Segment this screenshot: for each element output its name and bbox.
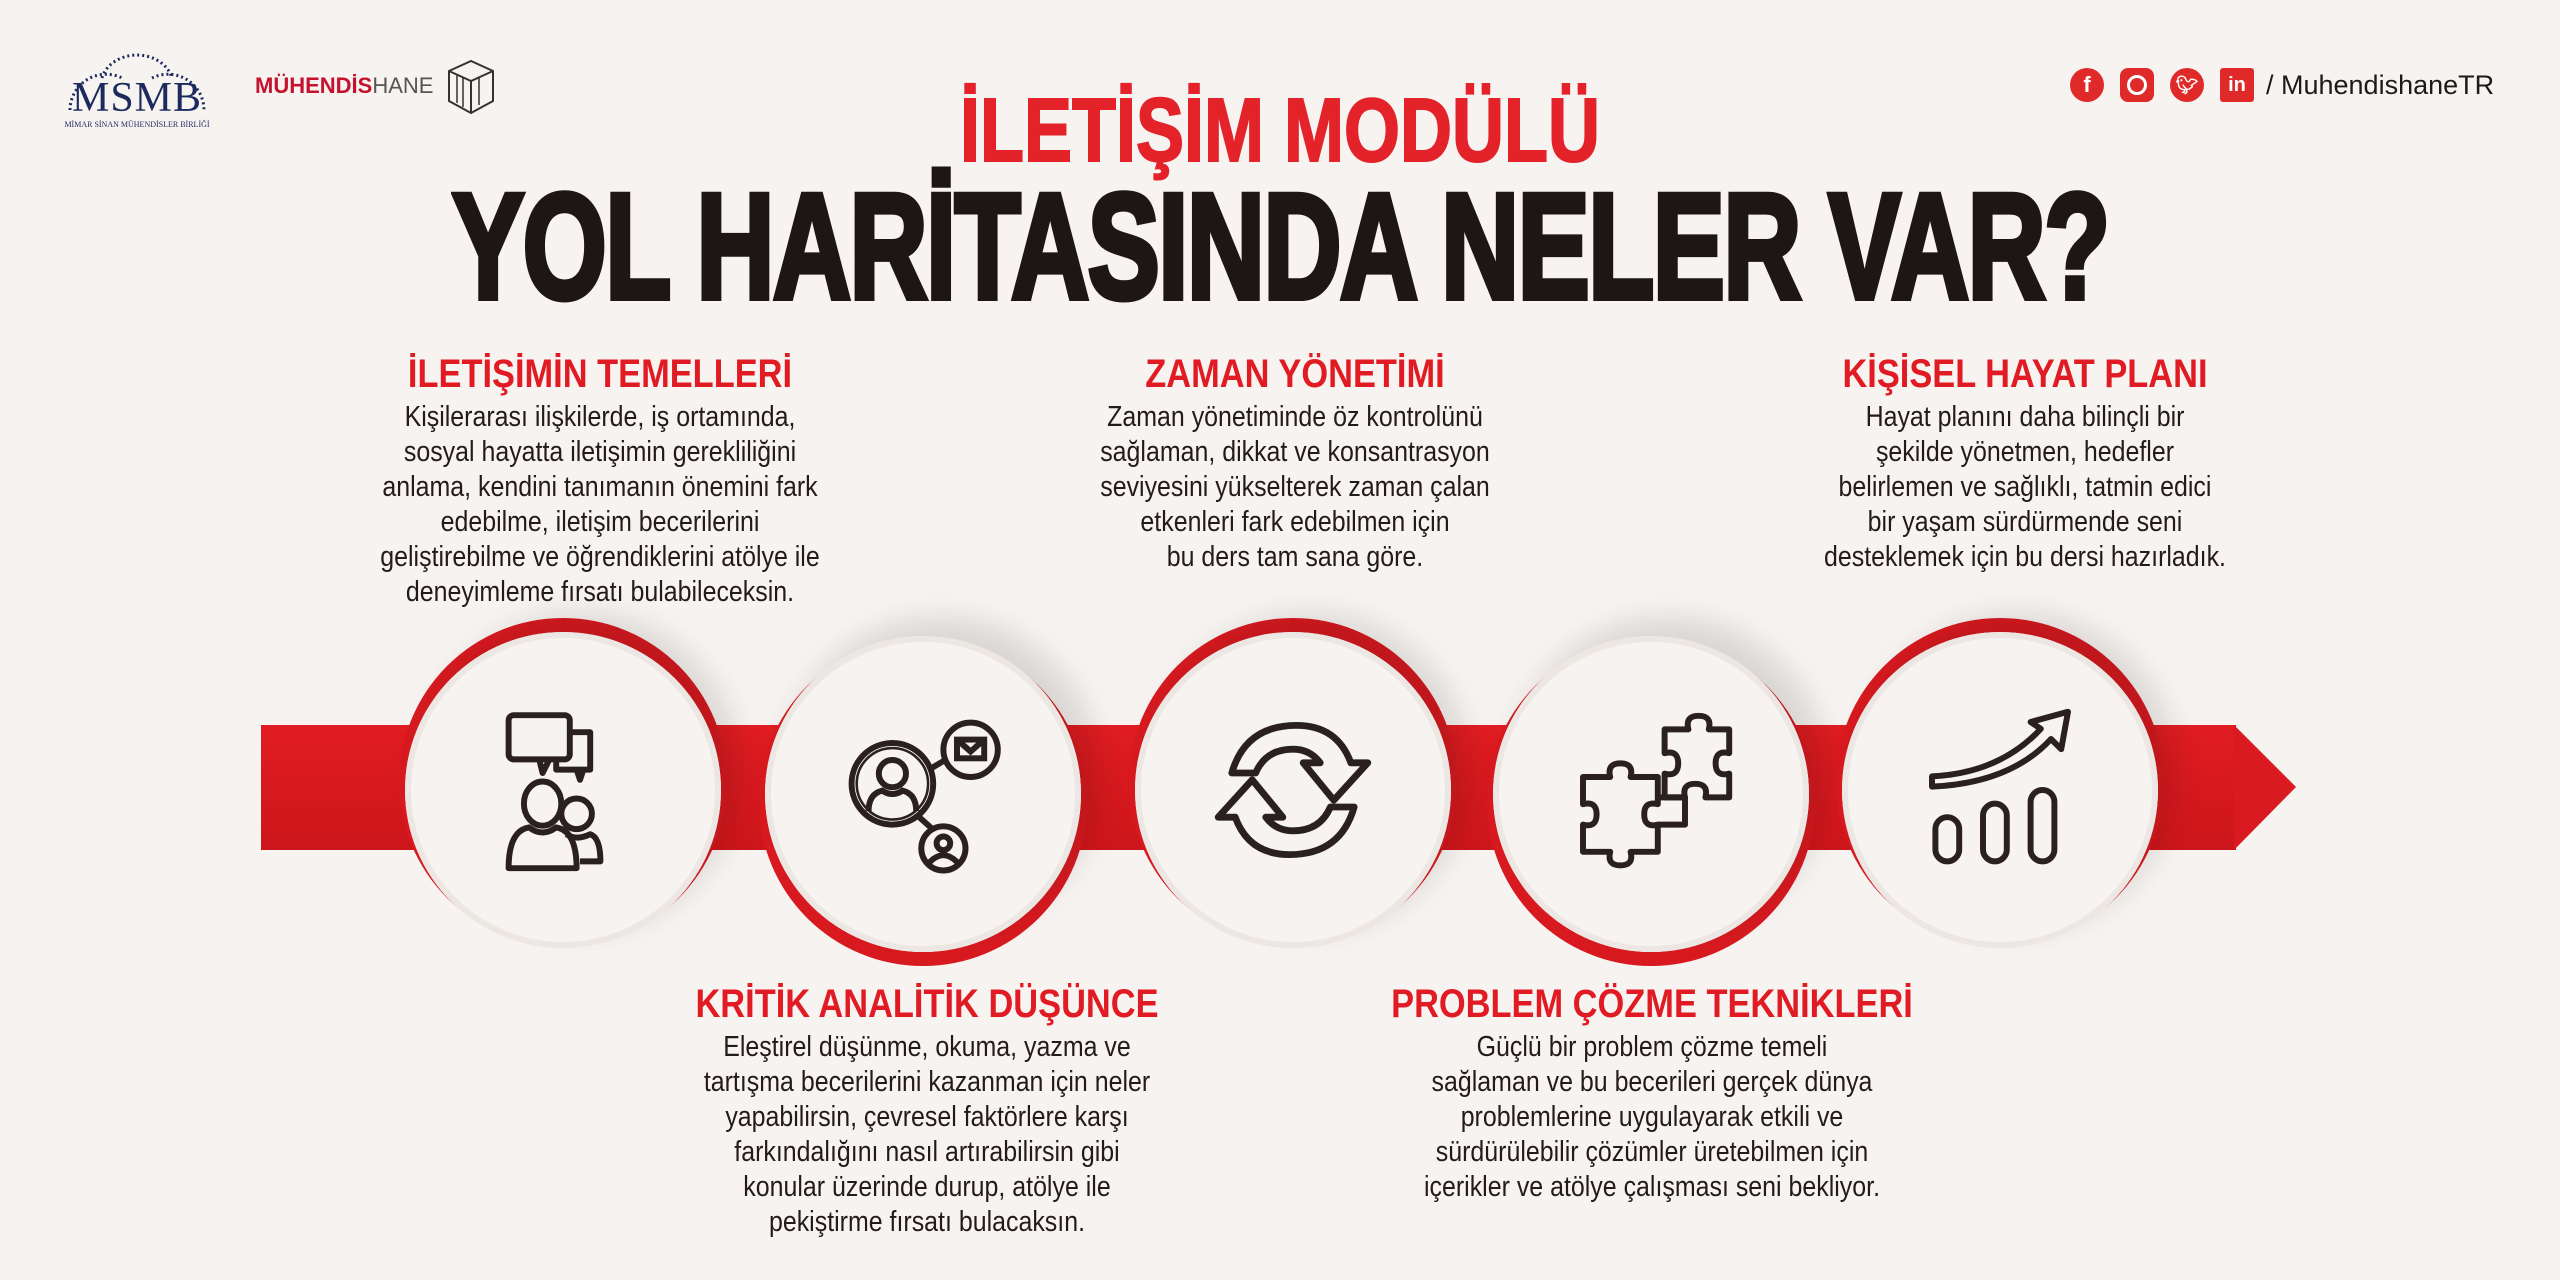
module-iletisimin-temelleri — [250, 352, 950, 610]
module-kisisel-hayat-plani — [1675, 352, 2375, 575]
module-line: sosyal hayatta iletişimin gerekliliğini — [403, 436, 797, 468]
module-line: farkındalığını nasıl artırabilirsin gibi — [734, 1136, 1120, 1168]
module-line: seviyesini yükselterek zaman çalan — [1100, 471, 1490, 503]
puzzle-icon — [1566, 709, 1736, 879]
step-circle-2 — [765, 636, 1081, 952]
module-line: edebilme, iletişim becerilerini — [440, 506, 760, 538]
module-line: bir yaşam sürdürmende seni — [1867, 506, 2183, 538]
module-line: sağlaman ve bu becerileri gerçek dünya — [1431, 1066, 1873, 1098]
module-line: şekilde yönetmen, hedefler — [1875, 436, 2175, 468]
linkedin-icon[interactable]: in — [2220, 68, 2254, 102]
facebook-icon[interactable]: f — [2070, 68, 2104, 102]
module-line: belirlemen ve sağlıklı, tatmin edici — [1838, 471, 2212, 503]
title-line2: YOL HARİTASINDA NELER VAR? — [451, 162, 2109, 330]
step-circle-5 — [1842, 632, 2158, 948]
module-title: ZAMAN YÖNETİMİ — [1145, 352, 1445, 396]
module-problem-cozme — [1302, 982, 2002, 1205]
module-line: yapabilirsin, çevresel faktörlere karşı — [725, 1101, 1129, 1133]
module-line: Güçlü bir problem çözme temeli — [1476, 1031, 1828, 1063]
module-line: konular üzerinde durup, atölye ile — [743, 1171, 1111, 1203]
module-line: pekiştirme fırsatı bulacaksın. — [768, 1206, 1086, 1238]
logo-part1: MÜHENDİS — [255, 73, 373, 98]
module-title: PROBLEM ÇÖZME TEKNİKLERİ — [1391, 982, 1913, 1026]
module-line: sağlaman, dikkat ve konsantrasyon — [1100, 436, 1490, 468]
step-circle-3 — [1135, 632, 1451, 948]
roadmap-title — [0, 160, 2560, 333]
module-title: İLETİŞİMİN TEMELLERİ — [407, 352, 793, 396]
module-line: sürdürülebilir çözümler üretebilmen için — [1435, 1136, 1869, 1168]
module-title: KRİTİK ANALİTİK DÜŞÜNCE — [695, 982, 1159, 1026]
module-title: KİŞİSEL HAYAT PLANI — [1842, 352, 2208, 396]
module-line: Zaman yönetiminde öz kontrolünü — [1107, 401, 1483, 433]
module-line: Eleştirel düşünme, okuma, yazma ve — [723, 1031, 1131, 1063]
logo-part2: HANE — [372, 73, 434, 98]
network-users-icon — [838, 709, 1008, 879]
module-line: tartışma becerilerini kazanman için neler — [703, 1066, 1151, 1098]
module-line: içerikler ve atölye çalışması seni bekliyor. — [1423, 1171, 1881, 1203]
module-line: geliştirebilme ve öğrendiklerini atölye ile — [380, 541, 820, 573]
social-handle[interactable]: / MuhendishaneTR — [2266, 69, 2495, 100]
module-line: Kişilerarası ilişkilerde, iş ortamında, — [404, 401, 796, 433]
roadmap-arrowhead — [2234, 725, 2296, 850]
module-line: Hayat planını daha bilinçli bir — [1865, 401, 2185, 433]
msmb-full-name: MİMAR SİNAN MÜHENDİSLER BİRLİĞİ — [64, 120, 210, 129]
module-line: problemlerine uygulayarak etkili ve — [1460, 1101, 1844, 1133]
module-line: anlama, kendini tanımanın önemini fark — [382, 471, 818, 503]
msmb-abbr: MSMB — [71, 75, 203, 121]
module-zaman-yonetimi — [945, 352, 1645, 575]
module-line: desteklemek için bu dersi hazırladık. — [1823, 541, 2226, 573]
module-line: bu ders tam sana göre. — [1166, 541, 1424, 573]
module-line: etkenleri fark edebilmen için — [1140, 506, 1450, 538]
module-kritik-analitik-dusunce — [577, 982, 1277, 1240]
module-line: deneyimleme fırsatı bulabileceksin. — [405, 576, 795, 608]
refresh-arrows-icon — [1208, 705, 1378, 875]
people-chat-icon — [478, 705, 648, 875]
step-circle-1 — [405, 632, 721, 948]
growth-chart-icon — [1915, 705, 2085, 875]
twitter-icon[interactable]: 🐦︎ — [2170, 68, 2204, 102]
step-circle-4 — [1493, 636, 1809, 952]
title-line1: İLETİŞİM MODÜLÜ — [960, 81, 1600, 181]
